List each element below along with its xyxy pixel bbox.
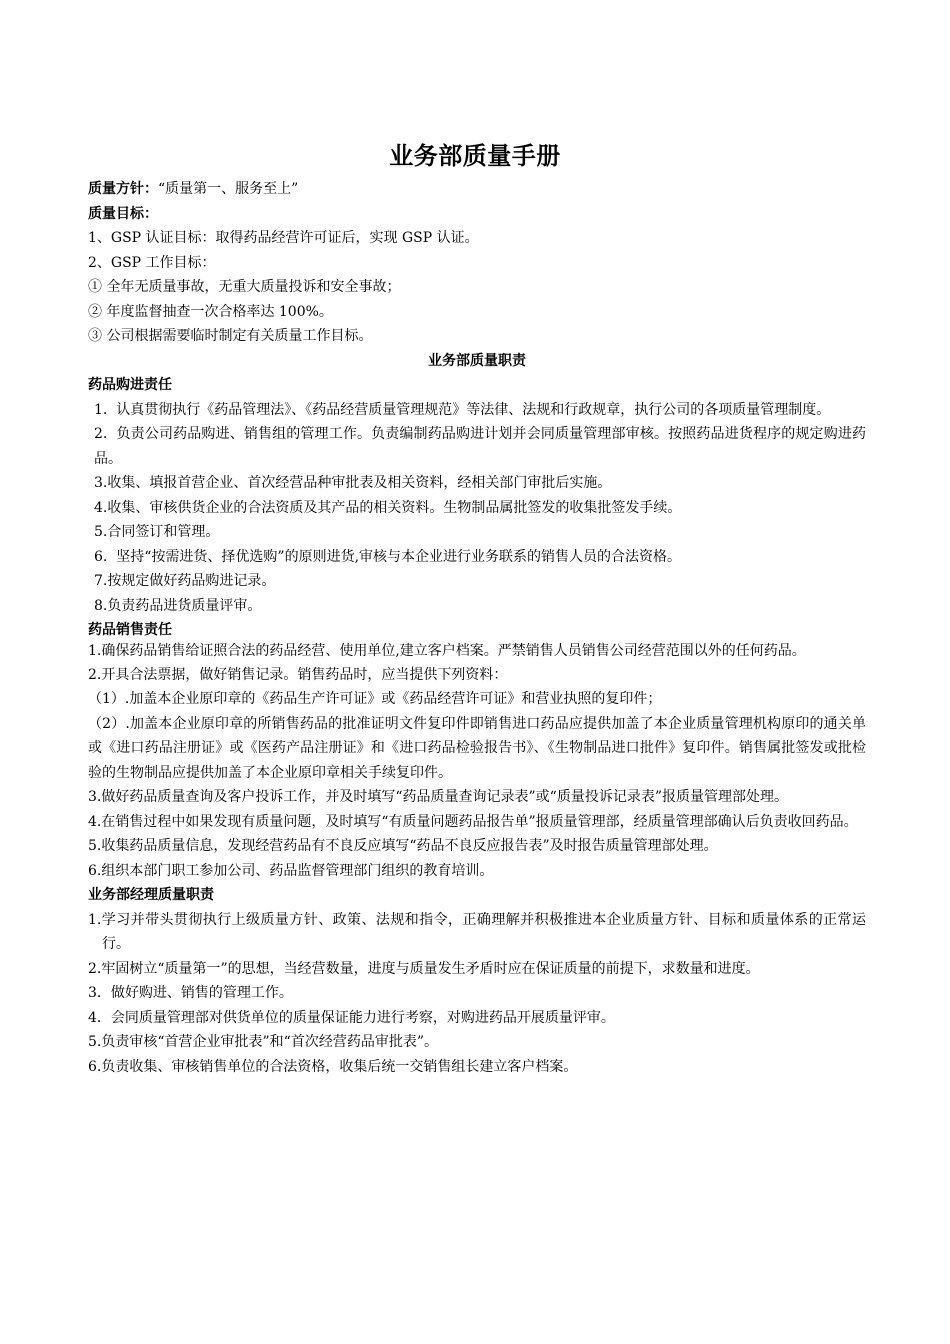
manager-item: 6.负责收集、审核销售单位的合法资格，收集后统一交销售组长建立客户档案。: [88, 1058, 578, 1075]
sales-subitem: （2）.加盖本企业原印章的所销售药品的批准证明文件复印件即销售进口药品应提供加盖了本企业质量管理机构原印的通关单或《进口药品注册证》或《医药产品注册证》和《进口药品检验报告书》、《生物制品进口批件》复印件。销售属批签发或批检验的生物制品应提供加盖了本企业原印章相关手续复印件。: [88, 715, 866, 781]
purchase-item: 8.负责药品进货质量评审。: [94, 597, 262, 614]
policy-text: “质量第一、服务至上”: [158, 181, 299, 197]
manager-item: 1.学习并带头贯彻执行上级质量方针、政策、法规和指令，正确理解并积极推进本企业质量方针、目标和质量体系的正常运行。: [88, 911, 866, 952]
sales-subitem: （1）.加盖本企业原印章的《药品生产许可证》或《药品经营许可证》和营业执照的复印件；: [88, 691, 662, 707]
policy-label: 质量方针：: [88, 181, 158, 197]
goal-line: 1、GSP 认证目标：取得药品经营许可证后，实现 GSP 认证。: [88, 230, 479, 246]
sales-item: 3.做好药品质量查询及客户投诉工作，并及时填写“药品质量查询记录表”或“质量投诉记录表”报质量管理部处理。: [88, 789, 788, 805]
sales-item: 4.在销售过程中如果发现有质量问题，及时填写“有质量问题药品报告单”报质量管理部，经质量管理部确认后负责收回药品。: [88, 813, 858, 830]
goal-line: 2、GSP 工作目标：: [88, 254, 216, 271]
goals-label: 质量目标：: [88, 205, 158, 222]
purchase-item: 7.按规定做好药品购进记录。: [94, 573, 276, 589]
sales-item: 2.开具合法票据，做好销售记录。销售药品时，应当提供下列资料：: [88, 666, 508, 683]
sales-heading: 药品销售责任: [88, 622, 172, 638]
purchase-item: 4.收集、审核供货企业的合法资质及其产品的相关资料。生物制品属批签发的收集批签发手续。: [94, 499, 682, 516]
quality-policy: [88, 177, 866, 202]
purchase-item: 6. 坚持“按需进货、择优选购”的原则进货,审核与本企业进行业务联系的销售人员的合法资格。: [94, 548, 682, 565]
document-title: 业务部质量手册: [389, 142, 561, 170]
manager-item: 4．会同质量管理部对供货单位的质量保证能力进行考察，对购进药品开展质量评审。: [88, 1009, 615, 1026]
manager-item: 2.牢固树立“质量第一”的思想，当经营数量，进度与质量发生矛盾时应在保证质量的前提下，求数量和进度。: [88, 960, 760, 977]
manager-heading: 业务部经理质量职责: [88, 887, 214, 903]
goal-line: ② 年度监督抽查一次合格率达 100%。: [88, 303, 333, 320]
goal-line: ③ 公司根据需要临时制定有关质量工作目标。: [88, 328, 373, 344]
manager-item: 3．做好购进、销售的管理工作。: [88, 985, 293, 1001]
purchase-item: 2. 负责公司药品购进、销售组的管理工作。负责编制药品购进计划并会同质量管理部审核。按照药品进货程序的规定购进药品。: [94, 426, 866, 467]
purchase-item: 1. 认真贯彻执行《药品管理法》、《药品经营质量管理规范》等法律、法规和行政规章，执行公司的各项质量管理制度。: [94, 401, 831, 418]
sales-item: 5.收集药品质量信息，发现经营药品有不良反应填写“药品不良反应报告表”及时报告质量管理部处理。: [88, 838, 718, 854]
document-body: [88, 177, 866, 1079]
goal-line: ① 全年无质量事故，无重大质量投诉和安全事故；: [88, 279, 401, 295]
duties-section-title: 业务部质量职责: [428, 352, 526, 369]
sales-item: 6.组织本部门职工参加公司、药品监督管理部门组织的教育培训。: [88, 862, 494, 879]
manager-item: 5.负责审核“首营企业审批表”和“首次经营药品审批表”。: [88, 1034, 438, 1050]
purchase-item: 3.收集、填报首营企业、首次经营品种审批表及相关资料，经相关部门审批后实施。: [94, 475, 612, 491]
purchase-item: 5.合同签订和管理。: [94, 524, 220, 540]
sales-item: 1.确保药品销售给证照合法的药品经营、使用单位,建立客户档案。严禁销售人员销售公司经营范围以外的任何药品。: [88, 642, 806, 659]
purchase-heading: 药品购进责任: [88, 377, 172, 393]
